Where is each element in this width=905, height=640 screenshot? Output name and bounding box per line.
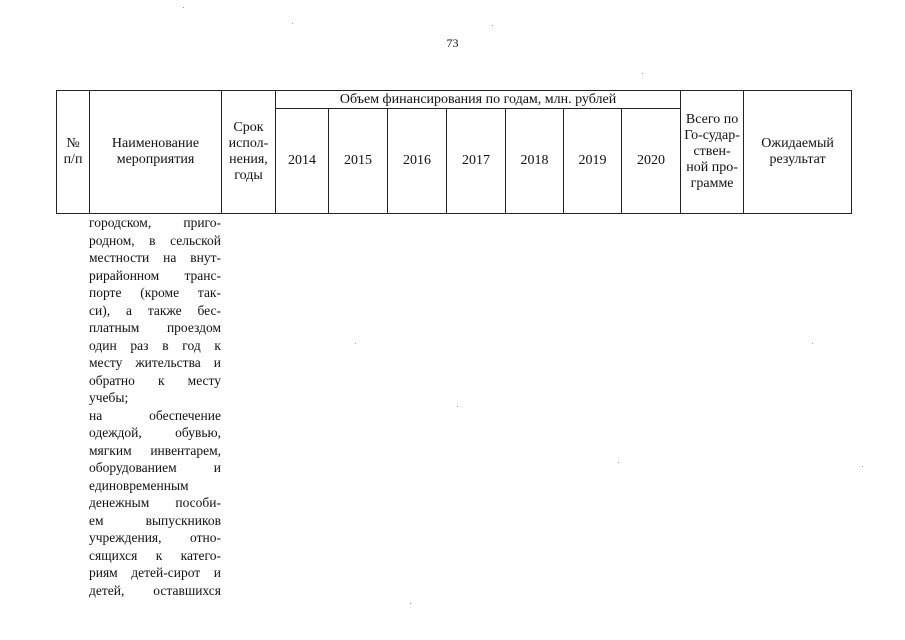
text-line: учебы; [89,390,129,405]
col-year: 2018 [506,109,564,214]
col-year: 2016 [388,109,447,214]
scan-speck [410,603,411,604]
text-line: ем выпускников [89,512,221,528]
scan-speck [355,343,356,344]
col-year: 2014 [276,109,329,214]
scan-speck [862,466,863,467]
scan-speck [492,25,493,26]
text-line: денежным пособи- [89,495,221,510]
col-number-label: № п/п [63,136,83,167]
text-line: месту жительства и [89,355,221,370]
col-name [90,91,222,214]
col-year: 2017 [447,109,506,214]
text-line: местности на внут- [89,250,221,265]
text-line: рирайонном транс- [89,267,221,283]
col-year: 2019 [564,109,622,214]
text-line: порте (кроме так- [89,285,221,300]
col-year: 2015 [329,109,388,214]
page-number: 73 [446,36,459,50]
text-line: одеждой, обувью, [89,425,221,440]
scan-speck [292,23,293,24]
col-total [681,91,744,214]
scan-speck [183,7,184,8]
col-number [57,91,90,214]
text-line: обратно к месту [89,372,221,388]
col-financing [276,91,681,109]
col-term [222,91,276,214]
col-name-label: Наименование мероприятия [111,136,200,167]
scan-speck [618,462,619,463]
text-line: платным проездом [89,320,221,335]
col-financing-label: Объем финансирования по годам, млн. рублей [339,91,617,107]
col-result-label: Ожидаемый результат [761,136,834,167]
col-year: 2020 [622,109,681,214]
text-line: родном, в сельской [89,232,221,248]
col-term-label: Срок испол-нения, годы [228,120,269,183]
text-line: мягким инвентарем, [89,442,221,458]
text-line: сящихся к катего- [89,547,221,563]
col-result [744,91,852,214]
scan-speck [457,406,458,407]
text-line: один раз в год к [89,337,221,353]
text-line: учреждения, отно- [89,530,221,545]
scan-speck [812,343,813,344]
text-line: си), а также бес- [89,302,221,318]
text-line: детей, оставшихся [89,582,221,598]
financing-table-header [56,90,852,214]
text-line: оборудованием и [89,460,221,475]
measure-description [89,214,221,599]
text-line: единовременным [89,477,189,493]
text-line: риям детей-сирот и [89,565,221,580]
text-line: городском, приго- [89,215,221,230]
scan-speck [642,73,643,74]
col-total-label: Всего по Го-судар-ствен-ной про-грамме [684,112,740,191]
text-line: на обеспечение [89,407,221,423]
